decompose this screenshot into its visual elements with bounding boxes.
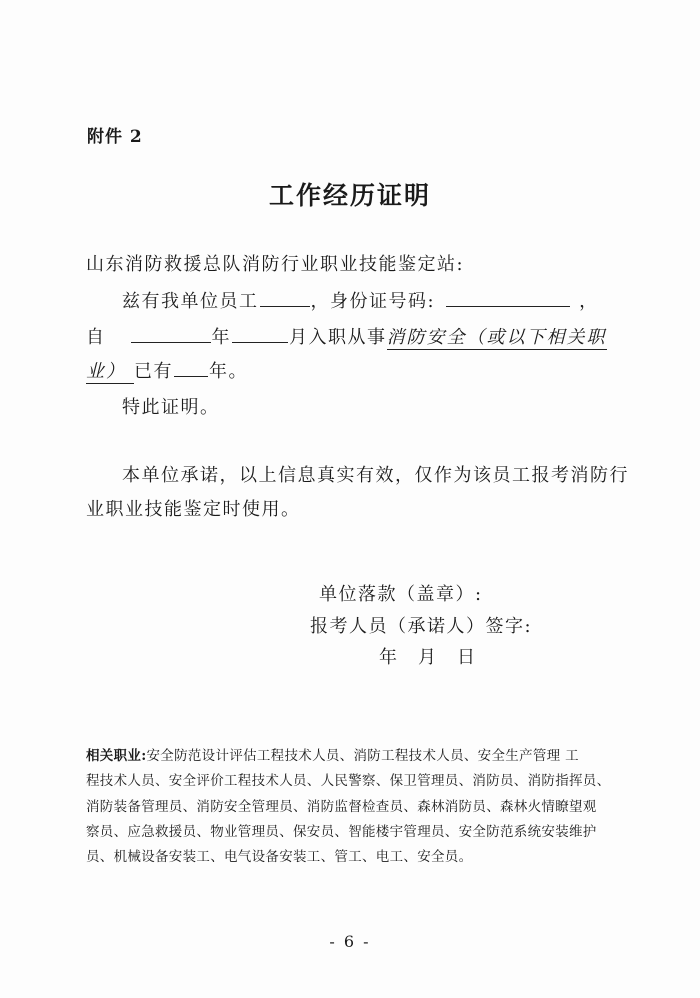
page-number: - 6 -: [329, 932, 371, 951]
duration-text-2: 年。: [209, 361, 248, 382]
occupation-text-2: 业）: [86, 361, 134, 384]
salutation: 山东消防救援总队消防行业职业技能鉴定站:: [86, 254, 465, 275]
start-date-text-3: 月入职从事: [289, 327, 387, 348]
related-occupations-text-1: 安全防范设计评估工程技术人员、消防工程技术人员、安全生产管理 工: [146, 748, 579, 764]
start-date-text-2: 年: [211, 327, 231, 348]
id-number-blank[interactable]: [446, 305, 570, 307]
attachment-label: 附件 2: [87, 127, 143, 147]
hereby-certify: 特此证明。: [122, 397, 220, 418]
start-date-text-1: 自: [86, 327, 106, 348]
start-date-line: [86, 323, 607, 349]
years-blank[interactable]: [174, 375, 208, 377]
employee-line: [122, 287, 599, 313]
unit-seal-label: 单位落款（盖章）:: [319, 584, 483, 605]
related-occupations-line-5: 员、机械设备安装工、电气设备安装工、管工、电工、安全员。: [86, 849, 473, 865]
duration-line: [86, 357, 248, 383]
employee-name-blank[interactable]: [260, 305, 310, 307]
related-occupations-line-2: 程技术人员、安全评价工程技术人员、人民警察、保卫管理员、消防员、消防指挥员、: [86, 773, 611, 789]
employee-line-text-3: ，: [579, 291, 599, 312]
start-year-blank[interactable]: [131, 341, 211, 343]
duration-text-1: 已有: [134, 361, 173, 382]
related-occupations-line-3: 消防装备管理员、消防安全管理员、消防监督检查员、森林消防员、森林火情瞭望观: [86, 799, 597, 815]
signature-date-label: 年 月 日: [379, 647, 477, 668]
start-month-blank[interactable]: [232, 341, 288, 343]
related-occupations-line-1: [86, 744, 579, 764]
promise-line-1: 本单位承诺，以上信息真实有效，仅作为该员工报考消防行: [122, 465, 629, 486]
applicant-signature-label: 报考人员（承诺人）签字:: [310, 616, 533, 637]
occupation-text-1: 消防安全（或以下相关职: [386, 327, 607, 348]
related-occupations-line-4: 察员、应急救援员、物业管理员、保安员、智能楼宇管理员、安全防范系统安装维护: [86, 824, 597, 840]
employee-line-text-2: ，身份证号码:: [310, 291, 436, 312]
promise-line-2: 业职业技能鉴定时使用。: [86, 499, 301, 520]
document-title: 工作经历证明: [268, 181, 431, 210]
related-occupations-label: 相关职业:: [86, 748, 147, 764]
employee-line-text-1: 兹有我单位员工: [122, 291, 259, 312]
